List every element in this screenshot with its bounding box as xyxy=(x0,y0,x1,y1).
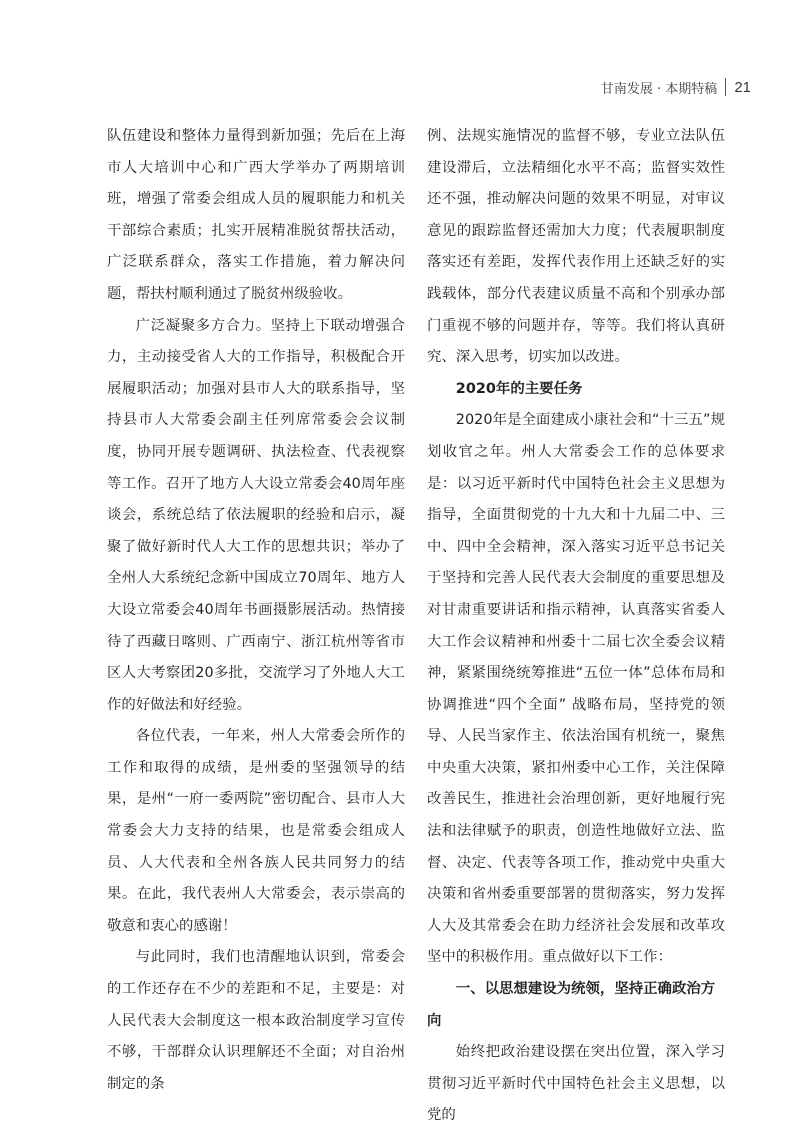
paragraph-overall-requirements: 2020年是全面建成小康社会和“十三五”规划收官之年。州人大常委会工作的总体要求是：以习近平新时代中国特色社会主义思想为指导，全面贯彻党的十九大和十九届二中、三中、四中全会精神，深入落实习近平总书记关于坚持和完善人民代表大会制度的重要思想及对甘肃重要讲话和指示精神，认真落实省委人大工作会议精神和州委十二届七次全委会议精神，紧紧围绕统筹推进“五位一体”总体布局和协调推进“四个全面” 战略布局，坚持党的领导、人民当家作主、依法治国有机统一，聚焦中央重大决策，紧扣州委中心工作，关注保障改善民生，推进社会治理创新，更好地履行宪法和法律赋予的职责，创造性地做好立法、监督、决定、代表等各项工作，推动党中央重大决策和省州委重要部署的贯彻落实，努力发挥人大及其常委会在助力经济社会发展和改革攻坚中的积极作用。重点做好以下工作： xyxy=(427,412,725,966)
header-divider xyxy=(725,78,726,96)
paragraph-thanks: 各位代表，一年来，州人大常委会所作的工作和取得的成绩，是州委的坚强领导的结果，是州“一府一委两院”密切配合、县市人大常委会大力支持的结果，也是常委会组成人员、人大代表和全州各族人民共同努力的结果。在此，我代表州人大常委会，表示崇高的敬意和衷心的感谢！ xyxy=(107,728,405,934)
paragraph-joint-efforts: 广泛凝聚多方合力。坚持上下联动增强合力，主动接受省人大的工作指导，积极配合开展履职活动；加强对县市人大的联系指导，坚持县市人大常委会副主任列席常委会会议制度，协同开展专题调研、执法检查、代表视察等工作。召开了地方人大设立常委会40周年座谈会，系统总结了依法履职的经验和启示，凝聚了做好新时代人大工作的思想共识；举办了全州人大系统纪念新中国成立70周年、地方人大设立常委会40周年书画摄影展活动。热情接待了西藏日喀则、广西南宁、浙江杭州等省市区人大考察团20多批，交流学习了外地人大工作的好做法和好经验。 xyxy=(107,317,405,713)
right-column xyxy=(427,121,725,1132)
left-column xyxy=(107,121,405,1100)
section-title: 甘南发展 · 本期特稿 xyxy=(600,81,718,97)
paragraph-political-building: 始终把政治建设摆在突出位置，深入学习贯彻习近平新时代中国特色社会主义思想，以党的 xyxy=(427,1044,725,1124)
section-heading-main-tasks: 2020年的主要任务 xyxy=(455,380,583,397)
page-number: 21 xyxy=(734,78,751,96)
paragraph-continued: 队伍建设和整体力量得到新加强；先后在上海市人大培训中心和广西大学举办了两期培训班，增强了常委会组成人员的履职能力和机关干部综合素质；扎实开展精准脱贫帮扶活动，广泛联系群众，落实工作措施，着力解决问题，帮扶村顺利通过了脱贫州级验收。 xyxy=(107,128,405,302)
paragraph-shortcomings: 与此同时，我们也清醒地认识到，常委会的工作还存在不少的差距和不足，主要是：对人民代表大会制度这一根本政治制度学习宣传不够，干部群众认识理解还不全面；对自治州制定的条 xyxy=(107,949,405,1092)
subheading-political-direction: 一、以思想建设为统领，坚持正确政治方向 xyxy=(427,981,716,1029)
paragraph-shortcomings-continued: 例、法规实施情况的监督不够，专业立法队伍建设滞后，立法精细化水平不高；监督实效性还不强，推动解决问题的效果不明显，对审议意见的跟踪监督还需加大力度；代表履职制度落实还有差距，发挥代表作用上还缺乏好的实践载体，部分代表建议质量不高和个别承办部门重视不够的问题并存，等等。我们将认真研究、深入思考，切实加以改进。 xyxy=(427,128,725,366)
running-header xyxy=(601,76,751,98)
